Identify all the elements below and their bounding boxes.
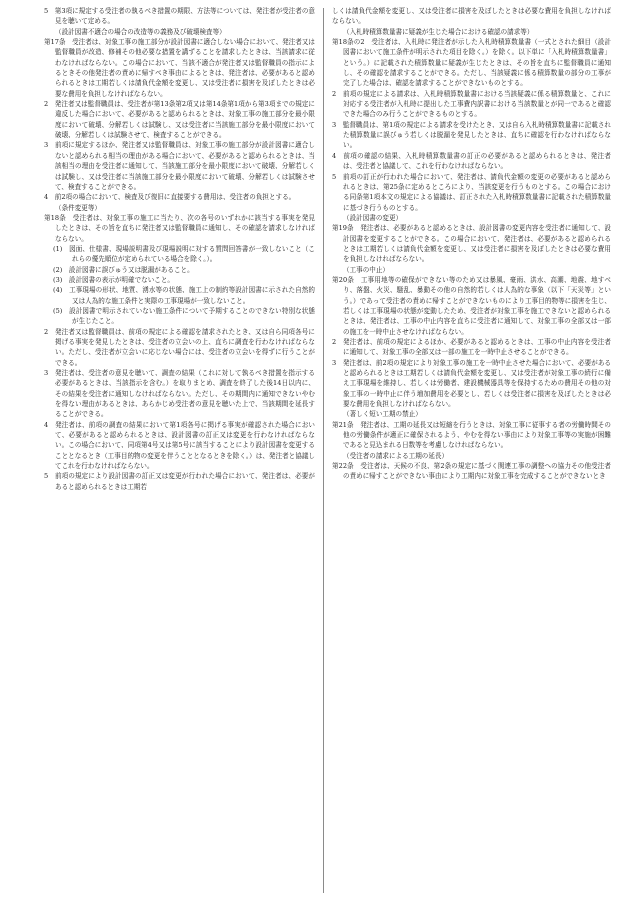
list-item: (5) 設計図書で明示されていない施工条件について予期することのできない特別な状態が生じたこと。 [53, 306, 315, 326]
article-paragraph: 5 第3項に規定する受注者の執るべき措置の期限、方法等については、発注者が受注者の意見を聴いて定める。 [44, 7, 315, 26]
section-heading: （設計図書の変更） [343, 213, 403, 222]
article-paragraph: 2 発注者は、前項の規定によるほか、必要があると認めるときは、工事の中止内容を受注者に通知して、対象工事の全部又は一部の施工を一時中止させることができる。 [332, 338, 611, 357]
article-paragraph: 4 前項の確認の結果、入札時積算数量書の訂正の必要があると認められるときは、発注者は、受注者と協議して、これを行わなければならない。 [332, 151, 611, 171]
article-paragraph: 第20条 工事用地等の確保ができない等のため又は暴風、豪雨、洪水、高潮、地震、地すべり、落盤、火災、騒乱、暴動その他の自然的若しくは人為的な事象（以下「天災等」という。）であって受注者の責めに帰すことができないものにより工事目的物等に損害を生じ、若しくは工事現場の状態が変動したため、受注者が対象工事を施工できないと認められるときは、発注者は、工事の中止内容を直ちに受注者に通知して、対象工事の全部又は一部の施工を一時中止させなければならない。 [332, 275, 611, 336]
article-paragraph: 第17条 受注者は、対象工事の施工部分が設計図書に適合しない場合において、発注者又は監督職員が改造、修補その他必要な措置を講ずることを請求したときは、当該請求に従わなければならない。この場合において、当該不適合が発注者又は監督職員の指示によるときその他発注者の責めに帰すべき事由によるときは、発注者は、必要があると認められるときは工期若しくは請負代金額を変更し、又は受注者に損害を及ぼしたときは必要な費用を負担しなければならない。 [44, 38, 315, 98]
article-paragraph: しくは請負代金額を変更し、又は受注者に損害を及ぼしたときは必要な費用を負担しなければならない。 [332, 7, 611, 26]
article-paragraph: 2 発注者又は監督職員は、前項の規定による確認を請求されたとき、又は自ら同項各号に掲げる事実を発見したときは、受注者の立会いの上、直ちに調査を行わなければならない。ただし、受注者が立会いに応じない場合には、受注者の立会いを得ずに行うことができる。 [44, 327, 315, 367]
article-paragraph: 3 監督職員は、第1項の規定による請求を受けたとき、又は自ら入札時積算数量書に記載された積算数量に誤びゅう若しくは脱漏を発見したときは、直ちに確認を行わなければならない。 [332, 120, 611, 150]
article-paragraph: 3 発注者は、受注者の意見を聴いて、調査の結果（これに対して執るべき措置を指示する必要があるときは、当該指示を含む。）を取りまとめ、調査を終了した後14日以内に、その結果を受注者に通知しなければならない。ただし、その期間内に通知できないやむを得ない理由があるときは、あらかじめ受注者の意見を聴いた上で、当該期間を延長することができる。 [44, 369, 315, 419]
article-paragraph: 第21条 発注者は、工期の延長又は短縮を行うときは、対象工事に従事する者の労働時間その他の労働条件が適正に確保されるよう、やむを得ない事由により対象工事等の実施が困難であると見込まれる日数等を考慮しなければならない。 [332, 420, 611, 450]
article-paragraph: 5 前項の規定により設計図書の訂正又は変更が行われた場合において、発注者は、必要があると認められるときは工期若 [44, 472, 315, 491]
list-item: (2) 設計図書に誤びゅう又は脱漏があること。 [53, 265, 194, 274]
article-paragraph: 第18条の2 受注者は、入札時に発注者が示した入札時積算数量書（一式とされた細目（設計図書において施工条件が明示された項目を除く。）を除く。以下単に「入札時積算数量書」という。）に記載された積算数量に疑義が生じたときは、その旨を直ちに監督職員に通知し、その確認を請求することができる。ただし、当該疑義に係る積算数量の部分の工事が完了した場合は、確認を請求することができないものとする。 [332, 38, 611, 88]
section-heading: （受注者の請求による工期の延長） [343, 451, 449, 460]
article-paragraph: 2 発注者又は監督職員は、受注者が第13条第2項又は第14条第1項から第3項までの規定に違反した場合において、必要があると認められるときは、対象工事の施工部分を最小限度において破壊、分解若しくは試験し、又は受注者に当該施工部分を最小限度において破壊、分解若しくは試験させて、検査することができる。 [44, 100, 315, 140]
article-paragraph: 4 発注者は、前項の調査の結果において第1項各号に掲げる事実が確認された場合において、必要があると認められるときは、設計図書の訂正又は変更を行わなければならない。この場合において、同項第4号又は第5号に該当することにより設計図書を変更することとなるとき（工事目的物の変更を伴うこととなるときを除く。）は、発注者と協議してこれを行わなければならない。 [44, 420, 315, 471]
article-paragraph: 第22条 受注者は、天候の不良、第2条の規定に基づく関連工事の調整への協力その他受注者の責めに帰すことができない事由により工期内に対象工事を完成することができないとき [332, 462, 611, 481]
column-divider [323, 8, 324, 893]
list-item: (3) 設計図書の表示が明確でないこと。 [53, 275, 174, 284]
article-paragraph: 第19条 発注者は、必要があると認めるときは、設計図書の変更内容を受注者に通知して、設計図書を変更することができる。この場合において、発注者は、必要があると認められるときは工期若しくは請負代金額を変更し、又は受注者に損害を及ぼしたときは必要な費用を負担しなければならない。 [332, 224, 611, 264]
section-heading: （設計図書不適合の場合の改造等の義務及び破壊検査等） [55, 27, 226, 36]
section-heading: （工事の中止） [343, 265, 389, 274]
article-paragraph: 3 発注者は、前2項の規定により対象工事の施工を一時中止させた場合において、必要があると認められるときは工期若しくは請負代金額を変更し、又は受注者が対象工事の続行に備え工事現場を維持し、若しくは労働者、建設機械器具等を保持するための費用その他の対象工事の一時中止に伴う増加費用を必要とし、若しくは受注者に損害を及ぼしたときは必要な費用を負担しなければならない。 [332, 358, 611, 409]
right-text-column [332, 6, 611, 895]
article-paragraph: 4 前2項の場合において、検査及び復旧に直接要する費用は、受注者の負担とする。 [44, 193, 296, 202]
article-paragraph: 5 前項の訂正が行われた場合において、発注者は、請負代金額の変更の必要があると認められるときは、第25条に定めるところにより、当該変更を行うものとする。この場合における同条第1項本文の規定による協議は、訂正された入札時積算数量書に記載された積算数量に基づき行うものとする。 [332, 172, 611, 212]
article-paragraph: 2 前項の規定による請求は、入札時積算数量書における当該疑義に係る積算数量と、これに対応する受注者が入札時に提出した工事費内訳書における当該数量とが同一であると確認できた場合のみ行うことができるものとする。 [332, 89, 611, 119]
list-item: (4) 工事現場の形状、地質、湧水等の状態、施工上の制約等設計図書に示された自然的又は人為的な施工条件と実際の工事現場が一致しないこと。 [53, 286, 315, 305]
list-item: (1) 図面、仕様書、現場説明書及び現場説明に対する質問回答書が一致しないこと（これらの優先順位が定められている場合を除く。）。 [53, 244, 315, 264]
article-paragraph: 3 前項に規定するほか、発注者又は監督職員は、対象工事の施工部分が設計図書に適合しないと認められる相当の理由がある場合において、必要があると認められるときは、当該相当の理由を受注者に通知して、当該施工部分を最小限度において破壊、分解若しくは試験し、又は受注者に当該施工部分を最小限度において破壊、分解若しくは試験させて、検査することができる。 [44, 141, 315, 191]
article-paragraph: 第18条 受注者は、対象工事の施工に当たり、次の各号のいずれかに該当する事実を発見したときは、その旨を直ちに発注者又は監督職員に通知し、その確認を請求しなければならない。 [44, 213, 315, 243]
section-heading: （入札時積算数量書に疑義が生じた場合における確認の請求等） [343, 27, 534, 36]
section-heading: （条件変更等） [55, 203, 101, 212]
section-heading: （著しく短い工期の禁止） [343, 410, 422, 419]
left-text-column [44, 6, 315, 895]
